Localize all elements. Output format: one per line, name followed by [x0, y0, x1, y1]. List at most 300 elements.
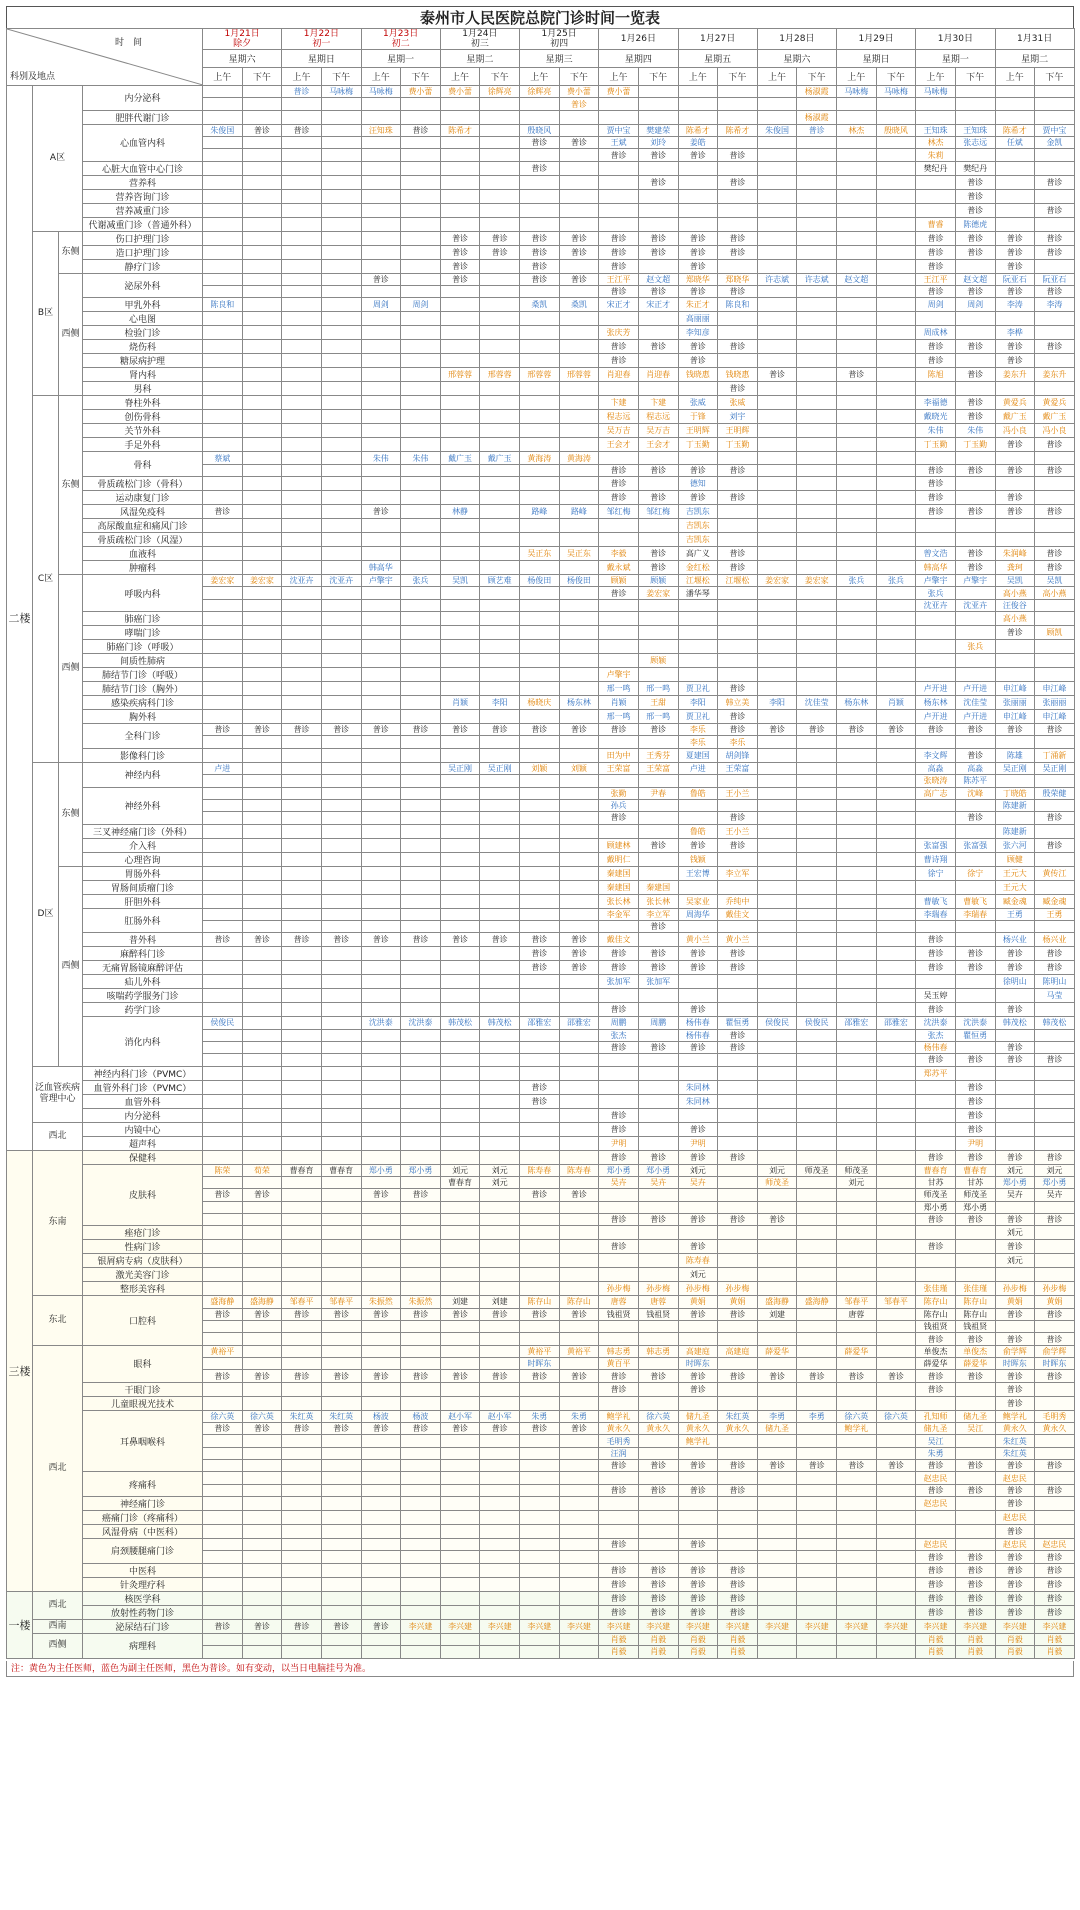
schedule-cell	[480, 189, 520, 203]
lunar-label: 初四	[550, 39, 569, 49]
schedule-cell	[520, 1577, 560, 1591]
doctor-name: 田为中	[606, 750, 631, 760]
schedule-cell	[638, 852, 678, 866]
schedule-cell	[440, 908, 480, 920]
doctor-name: 普诊	[1046, 205, 1063, 215]
schedule-cell	[361, 933, 401, 947]
schedule-cell	[282, 1370, 322, 1382]
schedule-cell	[837, 561, 877, 575]
doctor-name: 宋正才	[606, 300, 631, 310]
schedule-cell	[995, 947, 1035, 961]
schedule-cell	[876, 682, 916, 696]
schedule-cell	[797, 1396, 837, 1410]
schedule-cell	[282, 1041, 322, 1053]
doctor-name: 韩立美	[725, 698, 750, 708]
schedule-cell	[599, 1358, 639, 1370]
doctor-name: 普诊	[689, 1242, 706, 1252]
schedule-cell	[440, 1041, 480, 1053]
schedule-cell	[995, 1646, 1035, 1658]
doctor-name: 普诊	[610, 233, 627, 243]
doctor-name: 鲍学礼	[1002, 1411, 1027, 1421]
schedule-cell	[678, 86, 718, 98]
schedule-cell	[559, 396, 599, 410]
schedule-cell	[955, 1122, 995, 1136]
date-header	[520, 29, 599, 50]
schedule-cell	[282, 533, 322, 547]
doctor-name: 普诊	[1046, 1552, 1063, 1562]
schedule-cell	[401, 920, 441, 932]
schedule-cell	[1035, 286, 1075, 298]
schedule-cell	[955, 1435, 995, 1447]
schedule-cell	[1035, 736, 1075, 748]
schedule-cell	[440, 880, 480, 894]
doctor-name: 普诊	[1046, 1579, 1063, 1589]
doctor-name: 普诊	[729, 1152, 746, 1162]
schedule-cell	[797, 1447, 837, 1459]
doctor-name: 顾颖	[650, 576, 667, 586]
schedule-cell	[995, 203, 1035, 217]
schedule-cell	[678, 203, 718, 217]
schedule-cell	[916, 273, 956, 285]
doctor-name: 肖毅	[927, 1634, 944, 1644]
doctor-name: 金凯	[1046, 138, 1063, 148]
schedule-cell	[361, 438, 401, 452]
dept-name: 三叉神经痛门诊（外科）	[83, 824, 203, 838]
schedule-cell	[916, 298, 956, 312]
schedule-cell	[203, 908, 243, 920]
schedule-cell	[955, 354, 995, 368]
schedule-cell	[876, 736, 916, 748]
schedule-cell	[1035, 326, 1075, 340]
schedule-cell	[837, 1054, 877, 1066]
schedule-cell	[955, 668, 995, 682]
schedule-cell	[995, 880, 1035, 894]
schedule-cell	[599, 424, 639, 438]
doctor-name: 普诊	[1046, 342, 1063, 352]
doctor-name: 肖毅	[650, 1634, 667, 1644]
schedule-cell	[520, 1410, 560, 1422]
schedule-cell	[1035, 491, 1075, 505]
doctor-name: 黄永久	[685, 1424, 710, 1434]
doctor-name: 朱俊国	[210, 125, 235, 135]
doctor-name: 朱勇	[570, 1411, 587, 1421]
schedule-cell	[718, 1308, 758, 1320]
schedule-cell	[916, 137, 956, 149]
schedule-cell	[440, 312, 480, 326]
schedule-cell	[1035, 1226, 1075, 1240]
doctor-name: 丁玉勤	[725, 440, 750, 450]
doctor-name: 普诊	[1046, 1309, 1063, 1319]
side-label: 西侧	[59, 866, 83, 1066]
doctor-name: 普诊	[570, 1424, 587, 1434]
schedule-cell	[520, 259, 560, 273]
doctor-name: 肖毅	[1046, 1634, 1063, 1644]
schedule-cell	[520, 245, 560, 259]
schedule-cell	[757, 1551, 797, 1563]
doctor-name: 臧金魂	[1002, 896, 1027, 906]
schedule-cell	[638, 505, 678, 519]
schedule-cell	[837, 424, 877, 438]
schedule-cell	[599, 298, 639, 312]
schedule-cell	[559, 724, 599, 736]
schedule-cell	[718, 259, 758, 273]
schedule-cell	[480, 1108, 520, 1122]
schedule-cell	[282, 1066, 322, 1080]
doctor-name: 刘元	[491, 1178, 508, 1188]
doctor-name: 汪知珠	[368, 125, 393, 135]
schedule-cell	[718, 1122, 758, 1136]
schedule-cell	[361, 452, 401, 464]
doctor-name: 高丽丽	[685, 314, 710, 324]
schedule-cell	[638, 1041, 678, 1053]
doctor-name: 李兴建	[1042, 1621, 1067, 1631]
schedule-cell	[282, 1577, 322, 1591]
schedule-cell	[995, 866, 1035, 880]
schedule-cell	[876, 410, 916, 424]
doctor-name: 赵文超	[646, 274, 671, 284]
schedule-cell	[995, 1282, 1035, 1296]
doctor-name: 肖毅	[610, 1634, 627, 1644]
schedule-cell	[678, 1189, 718, 1201]
dept-name: 脊柱外科	[83, 396, 203, 410]
schedule-cell	[797, 1511, 837, 1525]
doctor-name: 普诊	[1006, 1242, 1023, 1252]
schedule-cell	[401, 149, 441, 161]
schedule-cell	[321, 189, 361, 203]
schedule-cell	[520, 682, 560, 696]
schedule-cell	[242, 736, 282, 748]
schedule-cell	[718, 1539, 758, 1551]
pm-header: 下午	[718, 68, 758, 86]
schedule-cell	[203, 724, 243, 736]
doctor-name: 普诊	[610, 1215, 627, 1225]
schedule-cell	[401, 1041, 441, 1053]
schedule-cell	[361, 161, 401, 175]
schedule-cell	[678, 477, 718, 491]
date-header	[440, 29, 519, 50]
doctor-name: 邵雅宏	[566, 1018, 591, 1028]
doctor-name: 阮亚石	[1042, 274, 1067, 284]
schedule-cell	[282, 1511, 322, 1525]
schedule-cell	[1035, 340, 1075, 354]
schedule-cell	[955, 1080, 995, 1094]
schedule-cell	[401, 547, 441, 561]
doctor-name: 普诊	[372, 725, 389, 735]
doctor-name: 普诊	[1006, 1005, 1023, 1015]
doctor-name: 普诊	[729, 1593, 746, 1603]
schedule-cell	[203, 312, 243, 326]
schedule-cell	[520, 1472, 560, 1484]
doctor-name: 刘元	[1046, 1165, 1063, 1175]
doctor-name: 普诊	[729, 150, 746, 160]
schedule-cell	[876, 1382, 916, 1396]
table-row	[7, 424, 1075, 438]
schedule-cell	[361, 1150, 401, 1164]
doctor-name: 赵忠民	[1002, 1513, 1027, 1523]
schedule-cell	[242, 1122, 282, 1136]
schedule-cell	[876, 1029, 916, 1041]
schedule-cell	[203, 1345, 243, 1357]
doctor-name: 李兴建	[685, 1621, 710, 1631]
schedule-cell	[757, 1308, 797, 1320]
schedule-cell	[520, 519, 560, 533]
schedule-cell	[995, 368, 1035, 382]
schedule-cell	[361, 86, 401, 98]
table-row	[7, 1525, 1075, 1539]
doctor-name: 曹春育	[289, 1165, 314, 1175]
schedule-cell	[876, 354, 916, 368]
schedule-cell	[401, 175, 441, 189]
schedule-cell	[678, 273, 718, 285]
doctor-name: 普诊	[1006, 493, 1023, 503]
doctor-name: 普诊	[333, 1309, 350, 1319]
schedule-cell	[955, 1164, 995, 1176]
table-row	[7, 477, 1075, 491]
schedule-cell	[203, 519, 243, 533]
pm-header: 下午	[955, 68, 995, 86]
schedule-cell	[242, 1333, 282, 1345]
schedule-cell	[718, 1189, 758, 1201]
schedule-cell	[837, 203, 877, 217]
schedule-cell	[480, 640, 520, 654]
schedule-cell	[520, 775, 560, 787]
schedule-cell	[440, 1268, 480, 1282]
schedule-cell	[718, 1201, 758, 1213]
doctor-name: 马莹	[1046, 991, 1063, 1001]
doctor-name: 俞学辉	[1002, 1346, 1027, 1356]
schedule-cell	[559, 1370, 599, 1382]
schedule-cell	[520, 736, 560, 748]
schedule-cell	[916, 866, 956, 880]
schedule-cell	[520, 424, 560, 438]
schedule-cell	[401, 1345, 441, 1357]
schedule-cell	[559, 1484, 599, 1496]
dept-name: 风湿免疫科	[83, 505, 203, 519]
schedule-cell	[916, 1525, 956, 1539]
schedule-cell	[678, 1563, 718, 1577]
schedule-cell	[916, 587, 956, 599]
table-row	[7, 654, 1075, 668]
doctor-name: 冯小良	[1042, 426, 1067, 436]
schedule-cell	[797, 217, 837, 231]
schedule-cell	[480, 880, 520, 894]
schedule-cell	[559, 1122, 599, 1136]
schedule-cell	[440, 1423, 480, 1435]
schedule-cell	[955, 838, 995, 852]
schedule-cell	[480, 1226, 520, 1240]
schedule-cell	[242, 961, 282, 975]
dept-name: 眼科	[83, 1345, 203, 1382]
dept-name: 关节外科	[83, 424, 203, 438]
doctor-name: 高广志	[923, 788, 948, 798]
doctor-name: 普诊	[729, 1215, 746, 1225]
table-row	[7, 626, 1075, 640]
table-row	[7, 1240, 1075, 1254]
schedule-cell	[718, 1150, 758, 1164]
schedule-cell	[321, 1268, 361, 1282]
doctor-name: 张佳瑾	[923, 1284, 948, 1294]
schedule-cell	[440, 1605, 480, 1619]
doctor-name: 普诊	[531, 725, 548, 735]
schedule-cell	[995, 1345, 1035, 1357]
table-row	[7, 491, 1075, 505]
schedule-cell	[876, 866, 916, 880]
schedule-cell	[599, 1511, 639, 1525]
schedule-cell	[203, 1410, 243, 1422]
schedule-cell	[599, 736, 639, 748]
schedule-cell	[955, 1108, 995, 1122]
schedule-cell	[282, 438, 322, 452]
schedule-cell	[678, 640, 718, 654]
schedule-cell	[837, 1525, 877, 1539]
doctor-name: 普诊	[610, 247, 627, 257]
doctor-name: 普诊	[253, 1190, 270, 1200]
schedule-cell	[401, 880, 441, 894]
schedule-cell	[955, 1410, 995, 1422]
doctor-name: 普诊	[570, 935, 587, 945]
doctor-name: 邵雅宏	[527, 1018, 552, 1028]
doctor-name: 普诊	[333, 935, 350, 945]
schedule-cell	[282, 587, 322, 599]
schedule-cell	[599, 1017, 639, 1029]
dept-name: 血液科	[83, 547, 203, 561]
schedule-cell	[1035, 477, 1075, 491]
schedule-cell	[440, 217, 480, 231]
schedule-cell	[401, 1460, 441, 1472]
doctor-name: 普诊	[967, 549, 984, 559]
schedule-cell	[242, 1345, 282, 1357]
schedule-cell	[559, 975, 599, 989]
schedule-cell	[678, 1646, 718, 1658]
schedule-cell	[995, 1268, 1035, 1282]
table-row	[7, 175, 1075, 189]
doctor-name: 李文辉	[923, 750, 948, 760]
schedule-cell	[1035, 245, 1075, 259]
schedule-cell	[797, 908, 837, 920]
schedule-cell	[203, 762, 243, 774]
doctor-name: 戴佳文	[606, 935, 631, 945]
doctor-name: 师茂圣	[765, 1178, 790, 1188]
schedule-cell	[916, 424, 956, 438]
schedule-cell	[837, 1268, 877, 1282]
schedule-cell	[480, 799, 520, 811]
schedule-cell	[440, 561, 480, 575]
doctor-name: 马咏梅	[329, 87, 354, 97]
schedule-cell	[678, 1605, 718, 1619]
schedule-cell	[203, 452, 243, 464]
schedule-cell	[955, 298, 995, 312]
schedule-cell	[321, 1003, 361, 1017]
schedule-cell	[638, 519, 678, 533]
doctor-name: 陈荣	[214, 1165, 231, 1175]
schedule-cell	[480, 599, 520, 611]
schedule-cell	[995, 110, 1035, 124]
schedule-cell	[1035, 1282, 1075, 1296]
schedule-cell	[520, 312, 560, 326]
schedule-cell	[321, 259, 361, 273]
schedule-cell	[242, 1108, 282, 1122]
doctor-name: 刘元	[1006, 1256, 1023, 1266]
schedule-cell	[401, 203, 441, 217]
doctor-name: 储九圣	[923, 1424, 948, 1434]
schedule-cell	[916, 259, 956, 273]
schedule-cell	[757, 1080, 797, 1094]
doctor-name: 普诊	[967, 1593, 984, 1603]
schedule-cell	[797, 424, 837, 438]
schedule-cell	[559, 1213, 599, 1225]
schedule-cell	[282, 189, 322, 203]
doctor-name: 普诊	[293, 87, 310, 97]
schedule-cell	[757, 762, 797, 774]
schedule-cell	[876, 1254, 916, 1268]
doctor-name: 顾艺难	[487, 576, 512, 586]
schedule-cell	[440, 1213, 480, 1225]
date-header	[203, 29, 282, 50]
doctor-name: 卢开进	[963, 712, 988, 722]
doctor-name: 盛海静	[249, 1297, 274, 1307]
doctor-name: 普诊	[967, 725, 984, 735]
schedule-cell	[321, 1605, 361, 1619]
dept-name: 麻醉科门诊	[83, 947, 203, 961]
schedule-cell	[678, 838, 718, 852]
schedule-cell	[1035, 894, 1075, 908]
schedule-cell	[757, 654, 797, 668]
doctor-name: 卞建	[610, 398, 627, 408]
schedule-cell	[203, 1511, 243, 1525]
schedule-cell	[282, 575, 322, 587]
schedule-cell	[718, 1094, 758, 1108]
doctor-name: 黄海涛	[566, 453, 591, 463]
schedule-cell	[995, 1054, 1035, 1066]
schedule-cell	[876, 491, 916, 505]
schedule-cell	[321, 1308, 361, 1320]
schedule-cell	[678, 175, 718, 189]
schedule-cell	[203, 640, 243, 654]
schedule-cell	[916, 640, 956, 654]
schedule-cell	[837, 98, 877, 110]
schedule-cell	[638, 1003, 678, 1017]
schedule-cell	[797, 1240, 837, 1254]
schedule-cell	[837, 1240, 877, 1254]
schedule-cell	[916, 894, 956, 908]
schedule-cell	[678, 799, 718, 811]
doctor-name: 黄爱兵	[1002, 398, 1027, 408]
schedule-cell	[955, 491, 995, 505]
schedule-cell	[837, 217, 877, 231]
schedule-cell	[321, 286, 361, 298]
schedule-cell	[995, 382, 1035, 396]
schedule-cell	[718, 920, 758, 932]
schedule-cell	[837, 654, 877, 668]
schedule-cell	[282, 161, 322, 175]
schedule-cell	[242, 1240, 282, 1254]
doctor-name: 黄海涛	[527, 453, 552, 463]
schedule-cell	[955, 1041, 995, 1053]
doctor-name: 肖毅	[1006, 1647, 1023, 1657]
schedule-cell	[559, 124, 599, 136]
doctor-name: 高淼	[927, 763, 944, 773]
schedule-cell	[203, 1213, 243, 1225]
schedule-cell	[440, 286, 480, 298]
schedule-cell	[916, 1370, 956, 1382]
schedule-cell	[520, 1460, 560, 1472]
schedule-cell	[321, 640, 361, 654]
schedule-cell	[955, 368, 995, 382]
schedule-cell	[876, 1201, 916, 1213]
schedule-cell	[599, 1321, 639, 1333]
schedule-cell	[599, 1370, 639, 1382]
schedule-cell	[480, 920, 520, 932]
